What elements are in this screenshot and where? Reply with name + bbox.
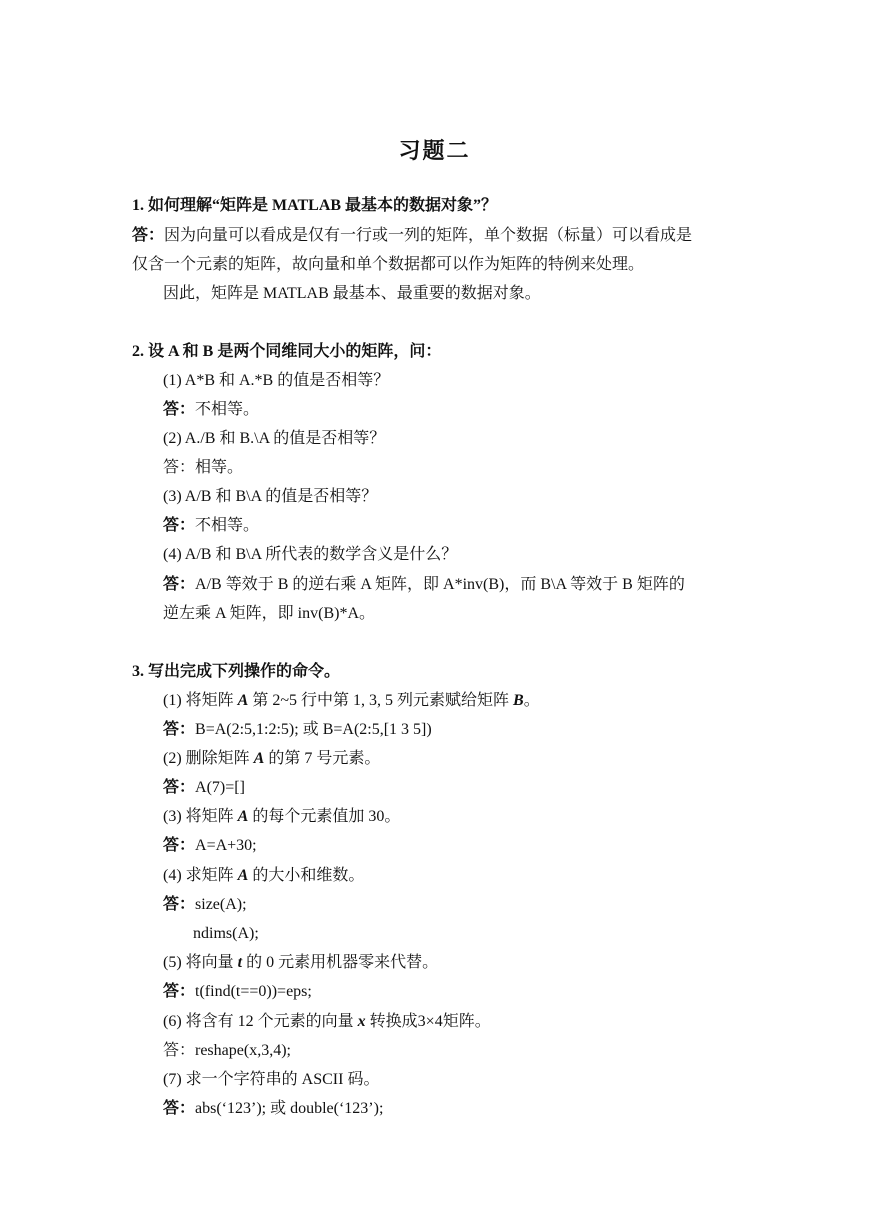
q3-answer6: 答：reshape(x,3,4);	[163, 1042, 291, 1059]
q3-sub2: (2) 删除矩阵 A 的第 7 号元素。	[163, 750, 381, 767]
q2-answer1: 答：不相等。	[163, 401, 260, 418]
answer-label: 答：	[163, 779, 196, 796]
q2-answer4-line1: 答：A/B 等效于 B 的逆右乘 A 矩阵，即 A*inv(B)，而 B\A 等效于 B 矩阵的	[163, 576, 685, 593]
q3-sub3: (3) 将矩阵 A 的每个元素值加 30。	[163, 808, 401, 825]
q2-answer2: 答：相等。	[163, 459, 244, 476]
q1-answer-line3: 因此，矩阵是 MATLAB 最基本、最重要的数据对象。	[163, 285, 541, 302]
q3-answer7: 答：abs(‘123’); 或 double(‘123’);	[163, 1100, 384, 1117]
q3-answer3: 答：A=A+30;	[163, 837, 257, 854]
q1-heading: 1. 如何理解“矩阵是 MATLAB 最基本的数据对象”？	[132, 197, 498, 214]
q3-answer5: 答：t(find(t==0))=eps;	[163, 983, 312, 1000]
q2-sub1: (1) A*B 和 A.*B 的值是否相等？	[163, 372, 390, 389]
vector-variable: t	[237, 954, 243, 971]
answer-label: 答：	[163, 983, 196, 1000]
matrix-variable: A	[237, 867, 249, 884]
q1-answer-line2: 仅含一个元素的矩阵，故向量和单个数据都可以作为矩阵的特例来处理。	[132, 256, 645, 273]
matrix-variable: A	[237, 692, 249, 709]
answer-label: 答：	[163, 517, 196, 534]
q3-heading: 3. 写出完成下列操作的命令。	[132, 663, 341, 680]
answer-label: 答：	[163, 896, 196, 913]
matrix-variable: B	[513, 692, 524, 709]
answer-label: 答：	[132, 227, 165, 244]
q3-sub1: (1) 将矩阵 A 第 2~5 行中第 1, 3, 5 列元素赋给矩阵 B。	[163, 692, 540, 709]
answer-label: 答：	[163, 1100, 196, 1117]
answer-label: 答：	[163, 837, 196, 854]
answer-label: 答：	[163, 401, 196, 418]
q3-answer2: 答：A(7)=[]	[163, 779, 245, 796]
matrix-variable: A	[253, 750, 265, 767]
q3-sub7: (7) 求一个字符串的 ASCII 码。	[163, 1071, 380, 1088]
q3-sub5: (5) 将向量 t 的 0 元素用机器零来代替。	[163, 954, 439, 971]
q2-answer3: 答：不相等。	[163, 517, 260, 534]
q3-sub6: (6) 将含有 12 个元素的向量 x 转换成3×4矩阵。	[163, 1013, 491, 1030]
q1-answer-line1: 答：因为向量可以看成是仅有一行或一列的矩阵，单个数据（标量）可以看成是	[132, 227, 693, 244]
answer-label: 答：	[163, 576, 196, 593]
q3-sub4: (4) 求矩阵 A 的大小和维数。	[163, 867, 365, 884]
q3-answer4-line1: 答：size(A);	[163, 896, 247, 913]
vector-variable: x	[357, 1013, 366, 1030]
matrix-variable: A	[237, 808, 249, 825]
q2-sub4: (4) A/B 和 B\A 所代表的数学含义是什么？	[163, 546, 458, 563]
q2-sub3: (3) A/B 和 B\A 的值是否相等？	[163, 488, 378, 505]
q2-sub2: (2) A./B 和 B.\A 的值是否相等？	[163, 430, 386, 447]
q2-answer4-line2: 逆左乘 A 矩阵，即 inv(B)*A。	[163, 605, 376, 622]
q2-heading: 2. 设 A 和 B 是两个同维同大小的矩阵，问：	[132, 343, 442, 360]
answer-label: 答：	[163, 721, 196, 738]
q3-answer1: 答：B=A(2:5,1:2:5); 或 B=A(2:5,[1 3 5])	[163, 721, 432, 738]
q3-answer4-line2: ndims(A);	[193, 925, 259, 942]
page-title: 习题二	[398, 138, 471, 163]
